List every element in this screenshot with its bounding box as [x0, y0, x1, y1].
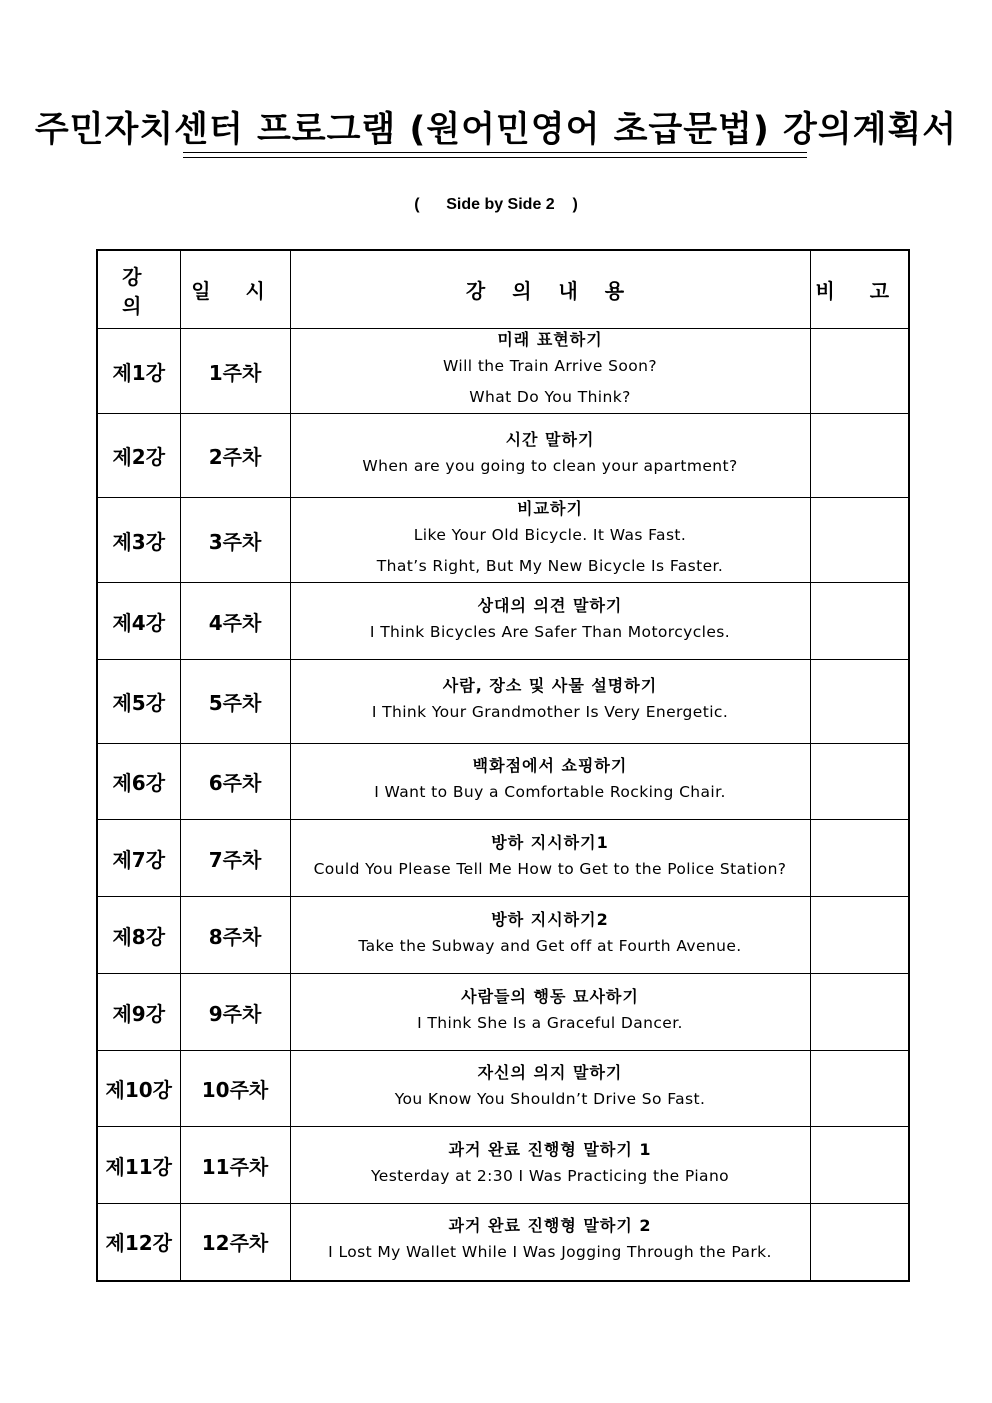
- lecture-content: [290, 744, 810, 820]
- lecture-topic: 백화점에서 쇼핑하기: [472, 756, 628, 775]
- lecture-number: 제8강: [97, 897, 180, 974]
- table-row: [97, 583, 909, 660]
- lecture-number: 제2강: [97, 414, 180, 498]
- lecture-english-line: I Think Your Grandmother Is Very Energetic.: [371, 703, 729, 721]
- lecture-english-line: I Want to Buy a Comfortable Rocking Chair.: [374, 783, 726, 801]
- lecture-content: [290, 660, 810, 744]
- lecture-content: [290, 820, 810, 897]
- lecture-week: 4주차: [180, 583, 290, 660]
- lecture-english-line: I Think Bicycles Are Safer Than Motorcycles.: [369, 622, 731, 641]
- lecture-english-line: That’s Right, But My New Bicycle Is Faster.: [376, 557, 724, 575]
- lecture-number: 제9강: [97, 974, 180, 1051]
- lecture-english-line: Like Your Old Bicycle. It Was Fast.: [413, 526, 687, 544]
- document-title: 주민자치센터 프로그램 (원어민영어 초급문법) 강의계획서: [34, 110, 958, 150]
- table-row: [97, 414, 909, 498]
- lecture-topic: 미래 표현하기: [497, 330, 603, 349]
- lecture-content: [290, 897, 810, 974]
- table-row: [97, 329, 909, 414]
- lecture-number: 제10강: [97, 1051, 180, 1127]
- lecture-week: 2주차: [180, 414, 290, 498]
- lecture-content: [290, 329, 810, 414]
- header-lecture: 강 의: [97, 250, 180, 329]
- lecture-topic: 비교하기: [517, 499, 583, 518]
- lecture-week: 1주차: [180, 329, 290, 414]
- lecture-english-line: Yesterday at 2:30 I Was Practicing the Piano: [370, 1166, 730, 1185]
- header-content: 강 의 내 용: [290, 250, 810, 329]
- lecture-plan-table: [96, 249, 910, 1282]
- lecture-week: 6주차: [180, 744, 290, 820]
- table-row: [97, 1127, 909, 1204]
- lecture-english-line: I Think She Is a Graceful Dancer.: [417, 1013, 683, 1032]
- lecture-english-line: Could You Please Tell Me How to Get to the Police Station?: [313, 859, 787, 878]
- textbook-subtitle: ( Side by Side 2 ): [414, 196, 578, 213]
- lecture-number: 제1강: [97, 329, 180, 414]
- lecture-week: 5주차: [180, 660, 290, 744]
- lecture-english-line: Will the Train Arrive Soon?: [443, 357, 657, 375]
- lecture-number: 제5강: [97, 660, 180, 744]
- lecture-note: [810, 1127, 909, 1204]
- lecture-note: [810, 1204, 909, 1281]
- lecture-number: 제11강: [97, 1127, 180, 1204]
- table-row: [97, 660, 909, 744]
- lecture-week: 12주차: [180, 1204, 290, 1281]
- lecture-number: 제7강: [97, 820, 180, 897]
- lecture-content: [290, 498, 810, 583]
- lecture-note: [810, 498, 909, 583]
- lecture-week: 3주차: [180, 498, 290, 583]
- lecture-note: [810, 329, 909, 414]
- lecture-topic: 자신의 의지 말하기: [477, 1063, 623, 1082]
- lecture-topic: 상대의 의견 말하기: [477, 595, 623, 615]
- lecture-note: [810, 583, 909, 660]
- lecture-topic: 방하 지시하기1: [491, 832, 609, 852]
- table-row: [97, 498, 909, 583]
- lecture-topic: 사람, 장소 및 사물 설명하기: [442, 676, 658, 695]
- lecture-content: [290, 1204, 810, 1281]
- lecture-english-line: You Know You Shouldn’t Drive So Fast.: [394, 1090, 706, 1108]
- lecture-topic: 과거 완료 진행형 말하기 2: [448, 1216, 652, 1236]
- header-date: 일 시: [180, 250, 290, 329]
- lecture-number: 제6강: [97, 744, 180, 820]
- lecture-note: [810, 414, 909, 498]
- title-underline: [183, 152, 807, 158]
- lecture-week: 9주차: [180, 974, 290, 1051]
- table-header-row: [97, 250, 909, 329]
- lecture-english-line: Take the Subway and Get off at Fourth Avenue.: [358, 936, 742, 955]
- lecture-content: [290, 1127, 810, 1204]
- lecture-english-line: What Do You Think?: [469, 388, 631, 406]
- lecture-week: 11주차: [180, 1127, 290, 1204]
- lecture-content: [290, 583, 810, 660]
- table-row: [97, 1204, 909, 1281]
- lecture-english-line: I Lost My Wallet While I Was Jogging Through the Park.: [328, 1243, 772, 1262]
- header-note: 비 고: [810, 250, 909, 329]
- lecture-number: 제3강: [97, 498, 180, 583]
- lecture-note: [810, 897, 909, 974]
- table-body: [97, 329, 909, 1281]
- lecture-content: [290, 974, 810, 1051]
- lecture-topic: 방하 지시하기2: [491, 909, 609, 929]
- table-row: [97, 744, 909, 820]
- lecture-content: [290, 414, 810, 498]
- lecture-week: 10주차: [180, 1051, 290, 1127]
- lecture-note: [810, 660, 909, 744]
- table-row: [97, 1051, 909, 1127]
- lecture-week: 7주차: [180, 820, 290, 897]
- lecture-topic: 사람들의 행동 묘사하기: [461, 986, 639, 1006]
- table-row: [97, 897, 909, 974]
- lecture-topic: 과거 완료 진행형 말하기 1: [448, 1139, 652, 1159]
- lecture-note: [810, 820, 909, 897]
- lecture-number: 제4강: [97, 583, 180, 660]
- lecture-content: [290, 1051, 810, 1127]
- lecture-number: 제12강: [97, 1204, 180, 1281]
- lecture-week: 8주차: [180, 897, 290, 974]
- table-row: [97, 820, 909, 897]
- lecture-english-line: When are you going to clean your apartment?: [362, 457, 738, 475]
- lecture-note: [810, 744, 909, 820]
- lecture-topic: 시간 말하기: [505, 430, 595, 449]
- table-row: [97, 974, 909, 1051]
- lecture-note: [810, 1051, 909, 1127]
- lecture-note: [810, 974, 909, 1051]
